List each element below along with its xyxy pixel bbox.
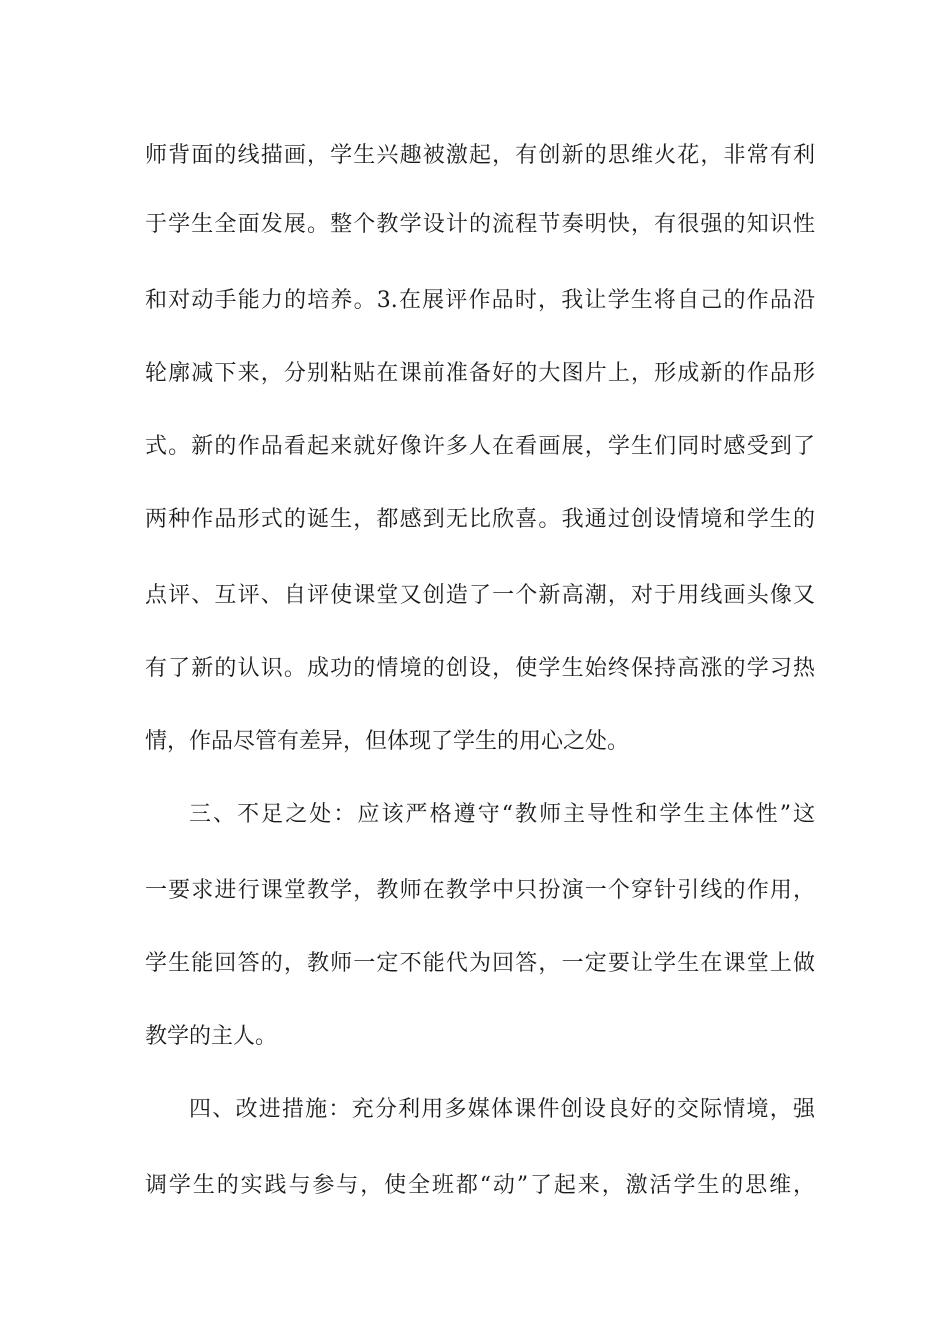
text-line-7: 点评、互评、自评使课堂又创造了一个新高潮，对于用线画头像又: [145, 583, 815, 608]
text-line-4: 轮廓减下来，分别粘贴在课前准备好的大图片上，形成新的作品形: [145, 361, 815, 386]
text-line-3: 和对动手能力的培养。3.在展评作品时，我让学生将自己的作品沿: [145, 288, 815, 313]
text-line-12: 学生能回答的，教师一定不能代为回答，一定要让学生在课堂上做: [145, 951, 815, 976]
text-line-10: 三、不足之处：应该严格遵守“教师主导性和学生主体性”这: [189, 802, 815, 827]
text-line-2: 于学生全面发展。整个教学设计的流程节奏明快，有很强的知识性: [145, 212, 815, 237]
text-line-8: 有了新的认识。成功的情境的创设，使学生始终保持高涨的学习热: [145, 656, 815, 681]
text-line-6: 两种作品形式的诞生，都感到无比欣喜。我通过创设情境和学生的: [145, 507, 815, 532]
text-line-13: 教学的主人。: [145, 1024, 278, 1049]
text-line-9: 情，作品尽管有差异，但体现了学生的用心之处。: [145, 729, 630, 754]
text-line-11: 一要求进行课堂教学，教师在教学中只扮演一个穿针引线的作用，: [145, 878, 815, 903]
text-line-5: 式。新的作品看起来就好像许多人在看画展，学生们同时感受到了: [145, 434, 815, 459]
text-line-1: 师背面的线描画，学生兴趣被激起，有创新的思维火花，非常有利: [145, 143, 815, 168]
text-line-15: 调学生的实践与参与，使全班都“动”了起来，激活学生的思维，: [145, 1173, 815, 1198]
text-line-14: 四、改进措施：充分利用多媒体课件创设良好的交际情境，强: [189, 1097, 815, 1122]
